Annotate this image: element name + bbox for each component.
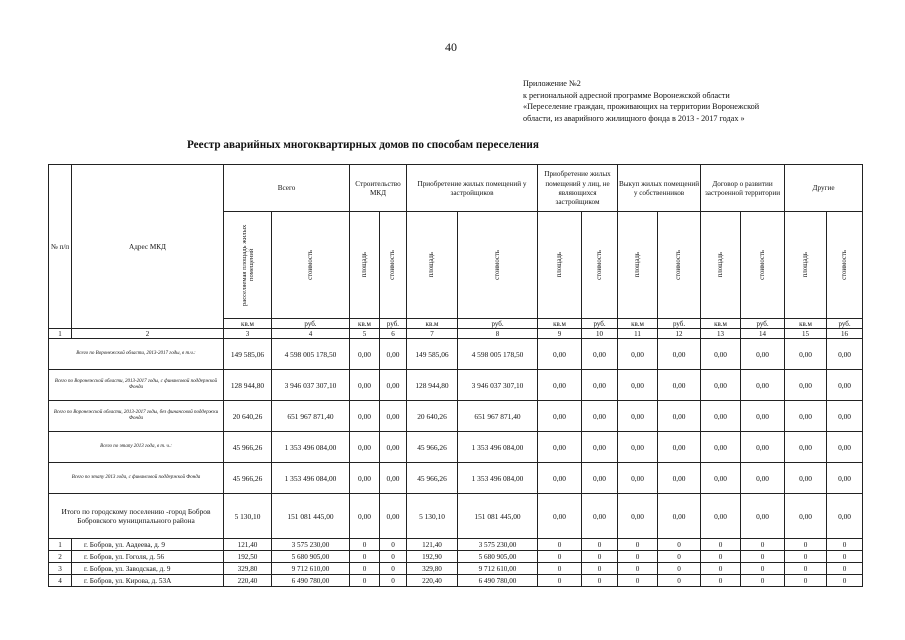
city-total-value: 5 130,10 [407, 494, 458, 539]
header-group-total: Всего [224, 165, 350, 212]
unit-cell: руб. [827, 319, 863, 329]
table-row [49, 551, 863, 563]
summary-value: 651 967 871,40 [272, 401, 350, 432]
row-value: 192,50 [224, 551, 272, 563]
row-value: 329,80 [224, 563, 272, 575]
row-value: 121,40 [407, 539, 458, 551]
city-total-value: 0,00 [701, 494, 741, 539]
unit-cell: кв.м [538, 319, 582, 329]
summary-value: 0,00 [350, 401, 380, 432]
city-total-value: 151 081 445,00 [272, 494, 350, 539]
summary-value: 0,00 [380, 339, 407, 370]
summary-rows [49, 339, 863, 539]
column-number-row [49, 329, 863, 339]
table-row [49, 575, 863, 587]
row-value: 6 490 780,00 [458, 575, 538, 587]
row-value: 220,40 [407, 575, 458, 587]
summary-value: 0,00 [538, 370, 582, 401]
summary-value: 149 585,06 [407, 339, 458, 370]
table-row [49, 563, 863, 575]
row-value: 329,80 [407, 563, 458, 575]
unit-cell: руб. [272, 319, 350, 329]
column-number: 14 [741, 329, 785, 339]
header-group-construction: Строительство МКД [350, 165, 407, 212]
row-value: 220,40 [224, 575, 272, 587]
row-address: г. Бобров, ул. Аадеева, д. 9 [72, 539, 224, 551]
city-total-value: 0,00 [658, 494, 701, 539]
summary-value: 651 967 871,40 [458, 401, 538, 432]
summary-value: 0,00 [741, 432, 785, 463]
header-group-non-developers: Приобретение жилых помещений у лиц, не являющихся застройщиком [538, 165, 618, 212]
summary-value: 0,00 [658, 432, 701, 463]
appendix-note [523, 78, 759, 124]
subheader-area: площадь [407, 212, 458, 319]
header-group-developers: Приобретение жилых помещений у застройщиков [407, 165, 538, 212]
summary-value: 0,00 [380, 432, 407, 463]
summary-row [49, 401, 863, 432]
summary-value: 0,00 [785, 463, 827, 494]
row-number: 3 [49, 563, 72, 575]
row-value: 0 [785, 563, 827, 575]
subheader-resettled-area: расселяемая площадь жилых помещений [224, 212, 272, 319]
row-value: 0 [827, 551, 863, 563]
city-total-value: 0,00 [741, 494, 785, 539]
city-total-value: 0,00 [380, 494, 407, 539]
summary-value: 0,00 [701, 370, 741, 401]
column-number: 2 [72, 329, 224, 339]
row-value: 9 712 610,00 [458, 563, 538, 575]
column-number: 8 [458, 329, 538, 339]
header-group-other: Другие [785, 165, 863, 212]
row-value: 0 [701, 551, 741, 563]
subheader-cost: стоимость [272, 212, 350, 319]
row-value: 5 680 905,00 [272, 551, 350, 563]
subheader-area: площадь [785, 212, 827, 319]
summary-value: 128 944,80 [407, 370, 458, 401]
city-total-value: 0,00 [827, 494, 863, 539]
summary-value: 0,00 [741, 401, 785, 432]
city-total-row [49, 494, 863, 539]
summary-value: 45 966,26 [407, 463, 458, 494]
row-value: 0 [538, 563, 582, 575]
summary-row [49, 432, 863, 463]
summary-label: Всего по Воронежской области, 2013-2017 годы, в т.ч.: [49, 339, 224, 370]
unit-cell: кв.м [350, 319, 380, 329]
row-value: 0 [827, 575, 863, 587]
header-group-territory: Договор о развитии застроенной территории [701, 165, 785, 212]
summary-value: 0,00 [741, 339, 785, 370]
column-number: 13 [701, 329, 741, 339]
summary-label: Всего по этапу 2013 года, с финансовой поддержкой Фонда [49, 463, 224, 494]
summary-value: 0,00 [741, 463, 785, 494]
summary-value: 0,00 [741, 370, 785, 401]
row-value: 3 575 230,00 [458, 539, 538, 551]
summary-value: 0,00 [785, 370, 827, 401]
column-number: 15 [785, 329, 827, 339]
column-number: 3 [224, 329, 272, 339]
row-value: 0 [538, 539, 582, 551]
column-number: 11 [618, 329, 658, 339]
summary-value: 3 946 037 307,10 [272, 370, 350, 401]
subheader-area: площадь [350, 212, 380, 319]
row-value: 0 [582, 575, 618, 587]
subheader-area: площадь [701, 212, 741, 319]
column-number: 6 [380, 329, 407, 339]
summary-value: 0,00 [618, 432, 658, 463]
row-value: 0 [350, 539, 380, 551]
row-value: 0 [741, 563, 785, 575]
appendix-line: к региональной адресной программе Воронежской области [523, 90, 730, 100]
summary-value: 0,00 [582, 432, 618, 463]
row-value: 0 [658, 563, 701, 575]
summary-value: 0,00 [785, 339, 827, 370]
subheader-cost: стоимость [380, 212, 407, 319]
summary-value: 0,00 [350, 463, 380, 494]
table-row [49, 539, 863, 551]
summary-value: 1 353 496 084,00 [458, 463, 538, 494]
row-value: 0 [618, 563, 658, 575]
subheader-cost: стоимость [827, 212, 863, 319]
summary-label: Всего по Воронежской области, 2013-2017 годы, без финансовой поддержки Фонда [49, 401, 224, 432]
row-value: 0 [618, 575, 658, 587]
summary-value: 0,00 [785, 432, 827, 463]
summary-value: 1 353 496 084,00 [272, 463, 350, 494]
row-value: 0 [827, 539, 863, 551]
column-number: 7 [407, 329, 458, 339]
summary-value: 0,00 [658, 339, 701, 370]
city-total-value: 0,00 [582, 494, 618, 539]
row-value: 0 [618, 539, 658, 551]
row-value: 0 [538, 575, 582, 587]
summary-value: 45 966,26 [407, 432, 458, 463]
row-value: 0 [380, 563, 407, 575]
summary-value: 4 598 005 178,50 [272, 339, 350, 370]
city-total-label: Итого по городскому поселению -город Бобров Бобровского муниципального района [49, 494, 224, 539]
row-value: 0 [582, 551, 618, 563]
summary-label: Всего по Воронежской области, 2013-2017 годы, с финансовой поддержкой Фонда [49, 370, 224, 401]
summary-value: 0,00 [538, 339, 582, 370]
unit-cell: кв.м [701, 319, 741, 329]
row-value: 0 [827, 563, 863, 575]
city-total-value: 151 081 445,00 [458, 494, 538, 539]
appendix-line: области, из аварийного жилищного фонда в 2013 - 2017 годах » [523, 113, 745, 123]
summary-value: 0,00 [380, 401, 407, 432]
subheader-cost: стоимость [741, 212, 785, 319]
summary-value: 149 585,06 [224, 339, 272, 370]
header-address: Адрес МКД [72, 165, 224, 329]
summary-value: 0,00 [658, 370, 701, 401]
row-value: 0 [741, 539, 785, 551]
registry-table [48, 164, 863, 587]
summary-value: 45 966,26 [224, 432, 272, 463]
column-number: 4 [272, 329, 350, 339]
subheader-cost: стоимость [458, 212, 538, 319]
row-value: 0 [741, 575, 785, 587]
summary-value: 0,00 [701, 339, 741, 370]
summary-value: 0,00 [827, 401, 863, 432]
summary-value: 0,00 [538, 463, 582, 494]
subheader-cost: стоимость [582, 212, 618, 319]
row-value: 0 [785, 539, 827, 551]
row-value: 5 680 905,00 [458, 551, 538, 563]
row-value: 0 [701, 539, 741, 551]
summary-value: 0,00 [350, 339, 380, 370]
unit-cell: кв.м [618, 319, 658, 329]
summary-value: 20 640,26 [224, 401, 272, 432]
row-value: 121,40 [224, 539, 272, 551]
unit-cell: руб. [658, 319, 701, 329]
header-group-buyout: Выкуп жилых помещений у собственников [618, 165, 701, 212]
detail-rows [49, 539, 863, 587]
summary-value: 0,00 [538, 432, 582, 463]
summary-value: 1 353 496 084,00 [272, 432, 350, 463]
row-value: 0 [658, 551, 701, 563]
column-number: 9 [538, 329, 582, 339]
column-number: 5 [350, 329, 380, 339]
summary-value: 0,00 [582, 463, 618, 494]
subheader-cost: стоимость [658, 212, 701, 319]
summary-value: 0,00 [827, 463, 863, 494]
summary-row [49, 370, 863, 401]
column-number: 1 [49, 329, 72, 339]
summary-value: 0,00 [350, 370, 380, 401]
summary-value: 0,00 [582, 339, 618, 370]
row-number: 1 [49, 539, 72, 551]
unit-cell: руб. [741, 319, 785, 329]
row-value: 0 [658, 575, 701, 587]
summary-value: 0,00 [618, 370, 658, 401]
summary-value: 0,00 [618, 463, 658, 494]
summary-value: 20 640,26 [407, 401, 458, 432]
summary-value: 0,00 [701, 401, 741, 432]
city-total-value: 0,00 [618, 494, 658, 539]
city-total-value: 0,00 [350, 494, 380, 539]
subheader-area: площадь [538, 212, 582, 319]
summary-value: 0,00 [582, 370, 618, 401]
unit-cell: руб. [458, 319, 538, 329]
summary-value: 45 966,26 [224, 463, 272, 494]
summary-value: 0,00 [538, 401, 582, 432]
summary-label: Всего по этапу 2013 года, в т. ч.: [49, 432, 224, 463]
summary-value: 0,00 [701, 463, 741, 494]
row-value: 0 [380, 575, 407, 587]
summary-value: 0,00 [618, 401, 658, 432]
row-value: 3 575 230,00 [272, 539, 350, 551]
row-number: 2 [49, 551, 72, 563]
row-value: 0 [350, 551, 380, 563]
row-value: 0 [701, 575, 741, 587]
row-address: г. Бобров, ул. Кирова, д. 53А [72, 575, 224, 587]
summary-value: 0,00 [658, 401, 701, 432]
row-value: 0 [350, 575, 380, 587]
summary-value: 0,00 [582, 401, 618, 432]
row-value: 0 [538, 551, 582, 563]
row-number: 4 [49, 575, 72, 587]
row-address: г. Бобров, ул. Заводская, д. 9 [72, 563, 224, 575]
summary-value: 0,00 [658, 463, 701, 494]
row-value: 0 [380, 539, 407, 551]
summary-value: 4 598 005 178,50 [458, 339, 538, 370]
row-value: 0 [582, 539, 618, 551]
row-value: 0 [741, 551, 785, 563]
summary-value: 0,00 [827, 432, 863, 463]
summary-value: 3 946 037 307,10 [458, 370, 538, 401]
summary-value: 0,00 [618, 339, 658, 370]
summary-value: 0,00 [380, 370, 407, 401]
appendix-line: «Переселение граждан, проживающих на территории Воронежской [523, 102, 760, 111]
summary-value: 0,00 [350, 432, 380, 463]
summary-value: 128 944,80 [224, 370, 272, 401]
column-number: 12 [658, 329, 701, 339]
city-total-value: 0,00 [538, 494, 582, 539]
document-title: Реестр аварийных многоквартирных домов по способам переселения [187, 139, 539, 151]
page-number: 40 [445, 40, 457, 54]
row-value: 192,90 [407, 551, 458, 563]
summary-value: 0,00 [827, 370, 863, 401]
summary-value: 0,00 [701, 432, 741, 463]
row-value: 0 [701, 563, 741, 575]
summary-value: 0,00 [785, 401, 827, 432]
row-value: 0 [785, 575, 827, 587]
summary-value: 1 353 496 084,00 [458, 432, 538, 463]
subheader-area: площадь [618, 212, 658, 319]
row-value: 0 [785, 551, 827, 563]
unit-cell: кв.м [785, 319, 827, 329]
summary-row [49, 339, 863, 370]
city-total-value: 5 130,10 [224, 494, 272, 539]
unit-cell: кв.м [407, 319, 458, 329]
row-value: 0 [618, 551, 658, 563]
summary-row [49, 463, 863, 494]
row-value: 0 [380, 551, 407, 563]
row-value: 6 490 780,00 [272, 575, 350, 587]
row-value: 9 712 610,00 [272, 563, 350, 575]
header-num: № п/п [49, 165, 72, 329]
row-value: 0 [350, 563, 380, 575]
unit-cell: руб. [582, 319, 618, 329]
row-address: г. Бобров, ул. Гоголя, д. 56 [72, 551, 224, 563]
summary-value: 0,00 [380, 463, 407, 494]
row-value: 0 [582, 563, 618, 575]
column-number: 10 [582, 329, 618, 339]
city-total-value: 0,00 [785, 494, 827, 539]
row-value: 0 [658, 539, 701, 551]
summary-value: 0,00 [827, 339, 863, 370]
column-number: 16 [827, 329, 863, 339]
unit-cell: кв.м [224, 319, 272, 329]
unit-cell: руб. [380, 319, 407, 329]
appendix-line: Приложение №2 [523, 79, 581, 88]
